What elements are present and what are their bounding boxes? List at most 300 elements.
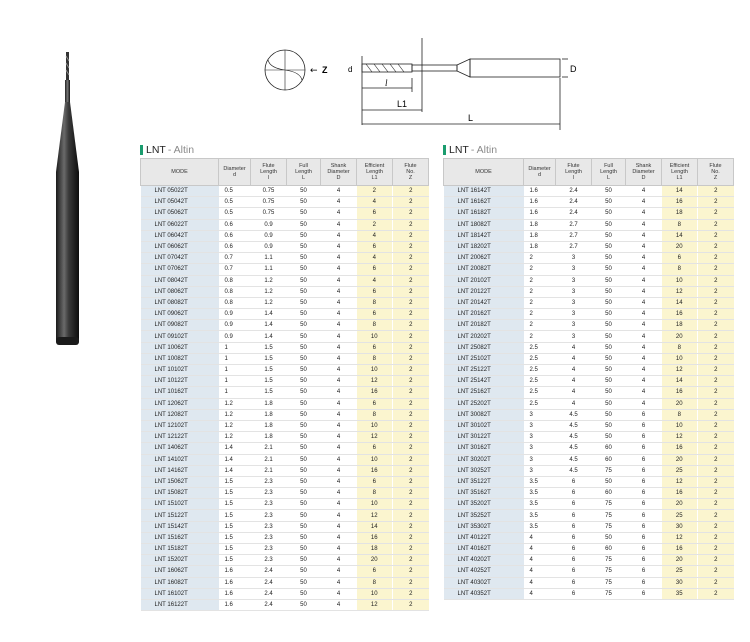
table-row: [141, 208, 429, 219]
table-row: [141, 387, 429, 398]
cell-efficient-length: 6: [357, 566, 393, 577]
cell-full-length: 50: [287, 476, 321, 487]
cell-efficient-length: 25: [662, 510, 698, 521]
header-flute-no: Flute No. Z: [698, 159, 734, 186]
cell-full-length: 50: [287, 544, 321, 555]
cell-shank-diameter: 4: [321, 376, 357, 387]
table-row: [141, 443, 429, 454]
cell-flute-length: 1.5: [251, 376, 287, 387]
cell-full-length: 50: [287, 320, 321, 331]
cell-diameter: 2: [524, 297, 556, 308]
cell-mode: LNT 12122T: [141, 432, 219, 443]
cell-flute-no: 2: [393, 208, 429, 219]
cell-flute-no: 2: [393, 241, 429, 252]
cell-efficient-length: 16: [662, 197, 698, 208]
cell-mode: LNT 15062T: [141, 476, 219, 487]
cell-mode: LNT 20182T: [444, 320, 524, 331]
cell-mode: LNT 09062T: [141, 309, 219, 320]
cell-flute-length: 2.1: [251, 465, 287, 476]
cell-flute-length: 1.1: [251, 253, 287, 264]
cell-shank-diameter: 6: [626, 566, 662, 577]
table-row: [141, 465, 429, 476]
table-row: [141, 376, 429, 387]
cell-diameter: 1: [219, 342, 251, 353]
cell-flute-no: 2: [393, 309, 429, 320]
left-spec-section: [140, 143, 428, 611]
cell-flute-length: 4.5: [556, 409, 592, 420]
cell-flute-length: 0.75: [251, 197, 287, 208]
cell-flute-no: 2: [698, 488, 734, 499]
cell-shank-diameter: 6: [626, 465, 662, 476]
cell-diameter: 2.5: [524, 376, 556, 387]
cell-flute-length: 0.9: [251, 219, 287, 230]
cell-flute-no: 2: [393, 555, 429, 566]
cell-flute-no: 2: [393, 398, 429, 409]
cell-shank-diameter: 4: [321, 353, 357, 364]
table-row: [444, 409, 734, 420]
header-full-length: Full Length L: [592, 159, 626, 186]
cell-shank-diameter: 4: [321, 555, 357, 566]
cell-diameter: 3.5: [524, 510, 556, 521]
cell-flute-length: 2.4: [556, 197, 592, 208]
cell-flute-no: 2: [698, 197, 734, 208]
cell-flute-length: 6: [556, 476, 592, 487]
cell-shank-diameter: 6: [626, 454, 662, 465]
cell-mode: LNT 10062T: [141, 342, 219, 353]
cell-diameter: 1.5: [219, 499, 251, 510]
cell-flute-length: 4: [556, 353, 592, 364]
table-row: [444, 577, 734, 588]
cell-efficient-length: 2: [357, 219, 393, 230]
header-flute-length: Flute Length l: [556, 159, 592, 186]
cell-efficient-length: 6: [357, 264, 393, 275]
header-flute-no: Flute No. Z: [393, 159, 429, 186]
cell-diameter: 1: [219, 376, 251, 387]
cell-diameter: 1.6: [524, 186, 556, 197]
cell-flute-length: 2.1: [251, 454, 287, 465]
table-row: [444, 353, 734, 364]
cell-flute-length: 2.4: [556, 208, 592, 219]
table-row: [444, 521, 734, 532]
table-row: [444, 588, 734, 599]
table-row: [141, 599, 429, 610]
cell-mode: LNT 18142T: [444, 230, 524, 241]
table-row: [444, 309, 734, 320]
header-diameter: Diameter d: [219, 159, 251, 186]
cell-mode: LNT 40122T: [444, 532, 524, 543]
cell-flute-length: 1.5: [251, 342, 287, 353]
right-table-body: [444, 186, 734, 600]
cell-shank-diameter: 4: [321, 465, 357, 476]
cell-efficient-length: 20: [662, 454, 698, 465]
cell-mode: LNT 20122T: [444, 286, 524, 297]
cell-flute-length: 1.4: [251, 309, 287, 320]
cell-shank-diameter: 4: [626, 264, 662, 275]
cell-full-length: 50: [592, 409, 626, 420]
cell-flute-no: 2: [698, 465, 734, 476]
cell-efficient-length: 10: [357, 499, 393, 510]
cell-diameter: 2: [524, 286, 556, 297]
table-row: [141, 241, 429, 252]
cell-mode: LNT 07042T: [141, 253, 219, 264]
cell-flute-length: 2.4: [251, 588, 287, 599]
cell-mode: LNT 08082T: [141, 297, 219, 308]
cell-flute-length: 4: [556, 387, 592, 398]
cell-flute-no: 2: [393, 197, 429, 208]
cell-diameter: 4: [524, 588, 556, 599]
table-row: [141, 409, 429, 420]
table-row: [141, 476, 429, 487]
cell-flute-no: 2: [393, 521, 429, 532]
cell-diameter: 1: [219, 353, 251, 364]
cell-flute-no: 2: [698, 432, 734, 443]
cell-efficient-length: 14: [662, 376, 698, 387]
cell-efficient-length: 18: [662, 320, 698, 331]
cell-diameter: 1.8: [524, 230, 556, 241]
right-spec-table: [443, 158, 734, 600]
cell-mode: LNT 40202T: [444, 555, 524, 566]
cell-flute-length: 1.5: [251, 365, 287, 376]
cell-mode: LNT 40252T: [444, 566, 524, 577]
cell-mode: LNT 10162T: [141, 387, 219, 398]
cell-diameter: 1.8: [524, 219, 556, 230]
cell-full-length: 50: [592, 264, 626, 275]
cell-full-length: 50: [287, 387, 321, 398]
cell-diameter: 0.7: [219, 264, 251, 275]
cell-mode: LNT 06022T: [141, 219, 219, 230]
cell-flute-no: 2: [698, 420, 734, 431]
cell-mode: LNT 25102T: [444, 353, 524, 364]
l-label: l: [385, 78, 388, 88]
table-row: [444, 230, 734, 241]
cell-mode: LNT 10102T: [141, 365, 219, 376]
cell-full-length: 50: [592, 476, 626, 487]
cell-full-length: 75: [592, 588, 626, 599]
cell-shank-diameter: 4: [321, 241, 357, 252]
cell-mode: LNT 30102T: [444, 420, 524, 431]
cell-mode: LNT 30122T: [444, 432, 524, 443]
cell-mode: LNT 09102T: [141, 331, 219, 342]
table-row: [444, 566, 734, 577]
cell-diameter: 2.5: [524, 398, 556, 409]
cell-full-length: 50: [287, 297, 321, 308]
cell-flute-no: 2: [698, 588, 734, 599]
cell-flute-no: 2: [698, 331, 734, 342]
cell-efficient-length: 16: [662, 488, 698, 499]
cell-full-length: 50: [287, 488, 321, 499]
cell-shank-diameter: 4: [321, 253, 357, 264]
cell-full-length: 50: [287, 286, 321, 297]
cell-efficient-length: 16: [357, 465, 393, 476]
cell-mode: LNT 16062T: [141, 566, 219, 577]
cell-flute-length: 2.4: [556, 186, 592, 197]
cell-efficient-length: 6: [357, 342, 393, 353]
cell-full-length: 50: [287, 275, 321, 286]
heading-accent-bar: [443, 145, 446, 155]
shank-d-label: D: [570, 64, 577, 74]
cell-flute-length: 2.3: [251, 476, 287, 487]
cell-shank-diameter: 4: [321, 297, 357, 308]
cell-shank-diameter: 4: [626, 197, 662, 208]
cell-full-length: 50: [592, 331, 626, 342]
cell-diameter: 3.5: [524, 521, 556, 532]
cell-shank-diameter: 4: [626, 297, 662, 308]
cell-mode: LNT 30252T: [444, 465, 524, 476]
table-row: [141, 454, 429, 465]
cell-efficient-length: 25: [662, 566, 698, 577]
cell-flute-no: 2: [698, 230, 734, 241]
table-row: [141, 331, 429, 342]
cell-efficient-length: 25: [662, 465, 698, 476]
cell-diameter: 0.9: [219, 320, 251, 331]
table-row: [444, 443, 734, 454]
cell-diameter: 3.5: [524, 476, 556, 487]
cell-mode: LNT 35122T: [444, 476, 524, 487]
cell-mode: LNT 16082T: [141, 577, 219, 588]
cell-shank-diameter: 4: [626, 331, 662, 342]
cell-shank-diameter: 6: [626, 532, 662, 543]
cell-efficient-length: 8: [357, 297, 393, 308]
table-row: [444, 544, 734, 555]
cell-flute-length: 1.8: [251, 420, 287, 431]
cell-diameter: 4: [524, 544, 556, 555]
cell-efficient-length: 10: [662, 275, 698, 286]
cell-mode: LNT 35162T: [444, 488, 524, 499]
cell-full-length: 75: [592, 521, 626, 532]
cell-shank-diameter: 4: [321, 197, 357, 208]
cell-mode: LNT 16122T: [141, 599, 219, 610]
cell-efficient-length: 12: [357, 599, 393, 610]
table-row: [141, 521, 429, 532]
cell-shank-diameter: 4: [321, 577, 357, 588]
cell-mode: LNT 15182T: [141, 544, 219, 555]
table-row: [141, 275, 429, 286]
cell-full-length: 50: [287, 588, 321, 599]
table-row: [141, 197, 429, 208]
cell-flute-no: 2: [698, 443, 734, 454]
cell-flute-no: 2: [698, 297, 734, 308]
cell-flute-no: 2: [393, 409, 429, 420]
cell-flute-length: 4: [556, 376, 592, 387]
cell-flute-length: 4.5: [556, 432, 592, 443]
cell-flute-no: 2: [393, 365, 429, 376]
cell-flute-length: 6: [556, 488, 592, 499]
cell-flute-length: 6: [556, 521, 592, 532]
cell-mode: LNT 09082T: [141, 320, 219, 331]
cell-full-length: 50: [592, 297, 626, 308]
cell-flute-no: 2: [393, 342, 429, 353]
cell-efficient-length: 8: [357, 488, 393, 499]
cell-efficient-length: 20: [662, 499, 698, 510]
cell-efficient-length: 14: [662, 186, 698, 197]
cell-shank-diameter: 4: [321, 331, 357, 342]
header-diameter: Diameter d: [524, 159, 556, 186]
right-header-row: [444, 159, 734, 186]
cell-flute-length: 2.7: [556, 230, 592, 241]
cell-shank-diameter: 4: [626, 320, 662, 331]
cell-full-length: 50: [287, 443, 321, 454]
cell-diameter: 2.5: [524, 387, 556, 398]
cell-efficient-length: 4: [357, 275, 393, 286]
cell-shank-diameter: 4: [321, 566, 357, 577]
cell-mode: LNT 06062T: [141, 241, 219, 252]
cell-efficient-length: 8: [357, 320, 393, 331]
table-row: [141, 532, 429, 543]
cell-diameter: 1: [219, 365, 251, 376]
cell-diameter: 0.6: [219, 219, 251, 230]
cell-diameter: 4: [524, 566, 556, 577]
cell-shank-diameter: 6: [626, 476, 662, 487]
cell-efficient-length: 8: [357, 577, 393, 588]
cell-shank-diameter: 4: [321, 532, 357, 543]
cell-full-length: 50: [592, 286, 626, 297]
cell-efficient-length: 16: [662, 387, 698, 398]
cell-flute-length: 4.5: [556, 465, 592, 476]
cell-mode: LNT 07062T: [141, 264, 219, 275]
cell-full-length: 50: [592, 208, 626, 219]
left-header-row: [141, 159, 429, 186]
cell-flute-no: 2: [698, 409, 734, 420]
cell-flute-length: 4: [556, 342, 592, 353]
cell-flute-no: 2: [393, 230, 429, 241]
cell-diameter: 2: [524, 320, 556, 331]
cell-efficient-length: 6: [357, 398, 393, 409]
cell-flute-no: 2: [393, 219, 429, 230]
cell-efficient-length: 4: [357, 197, 393, 208]
cell-full-length: 50: [287, 342, 321, 353]
cell-flute-length: 1.8: [251, 432, 287, 443]
cell-full-length: 50: [592, 342, 626, 353]
cell-diameter: 3: [524, 420, 556, 431]
cell-shank-diameter: 4: [626, 186, 662, 197]
cell-flute-length: 2.3: [251, 532, 287, 543]
cell-mode: LNT 20082T: [444, 264, 524, 275]
cell-flute-no: 2: [393, 253, 429, 264]
cell-shank-diameter: 4: [321, 264, 357, 275]
cell-shank-diameter: 4: [321, 275, 357, 286]
cell-full-length: 50: [592, 197, 626, 208]
cell-diameter: 1.6: [219, 577, 251, 588]
table-row: [444, 387, 734, 398]
cell-flute-length: 2.7: [556, 219, 592, 230]
l1-label: L1: [397, 99, 408, 109]
cell-diameter: 1.6: [524, 208, 556, 219]
table-row: [141, 297, 429, 308]
cell-efficient-length: 16: [357, 532, 393, 543]
cell-flute-no: 2: [393, 275, 429, 286]
cell-mode: LNT 40352T: [444, 588, 524, 599]
cell-flute-no: 2: [393, 297, 429, 308]
table-row: [141, 420, 429, 431]
cell-full-length: 75: [592, 555, 626, 566]
cell-flute-no: 2: [698, 320, 734, 331]
table-row: [444, 432, 734, 443]
cell-full-length: 50: [287, 599, 321, 610]
cell-full-length: 50: [592, 309, 626, 320]
table-row: [444, 476, 734, 487]
cell-shank-diameter: 4: [321, 420, 357, 431]
cell-flute-no: 2: [393, 532, 429, 543]
cell-full-length: 60: [592, 544, 626, 555]
cell-mode: LNT 15142T: [141, 521, 219, 532]
cell-efficient-length: 14: [662, 297, 698, 308]
cell-full-length: 50: [287, 230, 321, 241]
cell-diameter: 3.5: [524, 499, 556, 510]
cell-flute-no: 2: [393, 420, 429, 431]
cell-efficient-length: 12: [662, 532, 698, 543]
cell-flute-no: 2: [698, 342, 734, 353]
cell-mode: LNT 12102T: [141, 420, 219, 431]
cell-efficient-length: 6: [357, 286, 393, 297]
cell-diameter: 0.5: [219, 197, 251, 208]
header-shank-diameter: Shank Diameter D: [626, 159, 662, 186]
cell-mode: LNT 25162T: [444, 387, 524, 398]
cell-efficient-length: 20: [357, 555, 393, 566]
table-row: [444, 208, 734, 219]
cell-full-length: 50: [287, 420, 321, 431]
cell-mode: LNT 30082T: [444, 409, 524, 420]
cell-diameter: 1.4: [219, 465, 251, 476]
cell-mode: LNT 20102T: [444, 275, 524, 286]
cell-diameter: 1.5: [219, 555, 251, 566]
cell-flute-no: 2: [698, 532, 734, 543]
cell-shank-diameter: 6: [626, 488, 662, 499]
cell-efficient-length: 6: [357, 443, 393, 454]
cell-full-length: 50: [287, 566, 321, 577]
cell-shank-diameter: 4: [626, 230, 662, 241]
cell-efficient-length: 12: [357, 376, 393, 387]
cell-flute-no: 2: [698, 275, 734, 286]
cell-flute-no: 2: [698, 219, 734, 230]
cell-diameter: 0.5: [219, 208, 251, 219]
cell-efficient-length: 4: [357, 230, 393, 241]
cell-shank-diameter: 4: [321, 309, 357, 320]
cell-shank-diameter: 4: [626, 387, 662, 398]
cell-diameter: 1.2: [219, 398, 251, 409]
cell-shank-diameter: 6: [626, 577, 662, 588]
cell-flute-length: 4: [556, 365, 592, 376]
table-row: [444, 499, 734, 510]
cell-efficient-length: 10: [357, 588, 393, 599]
cell-efficient-length: 4: [357, 253, 393, 264]
cell-flute-length: 2.3: [251, 488, 287, 499]
cell-diameter: 2: [524, 253, 556, 264]
cell-shank-diameter: 4: [626, 275, 662, 286]
cell-full-length: 50: [287, 253, 321, 264]
cell-flute-no: 2: [698, 353, 734, 364]
cell-diameter: 2: [524, 275, 556, 286]
cell-mode: LNT 05062T: [141, 208, 219, 219]
cell-shank-diameter: 6: [626, 510, 662, 521]
table-row: [141, 365, 429, 376]
cell-flute-no: 2: [393, 264, 429, 275]
cell-mode: LNT 06042T: [141, 230, 219, 241]
cell-efficient-length: 8: [662, 342, 698, 353]
cell-diameter: 0.6: [219, 230, 251, 241]
header-mode: MODE: [444, 159, 524, 186]
cell-mode: LNT 08062T: [141, 286, 219, 297]
cell-shank-diameter: 6: [626, 555, 662, 566]
cell-diameter: 3: [524, 432, 556, 443]
cell-efficient-length: 8: [662, 409, 698, 420]
cell-flute-no: 2: [698, 555, 734, 566]
cell-full-length: 50: [287, 398, 321, 409]
cell-shank-diameter: 4: [626, 365, 662, 376]
cell-diameter: 3: [524, 465, 556, 476]
header-mode: MODE: [141, 159, 219, 186]
cell-diameter: 0.9: [219, 331, 251, 342]
cell-efficient-length: 30: [662, 521, 698, 532]
